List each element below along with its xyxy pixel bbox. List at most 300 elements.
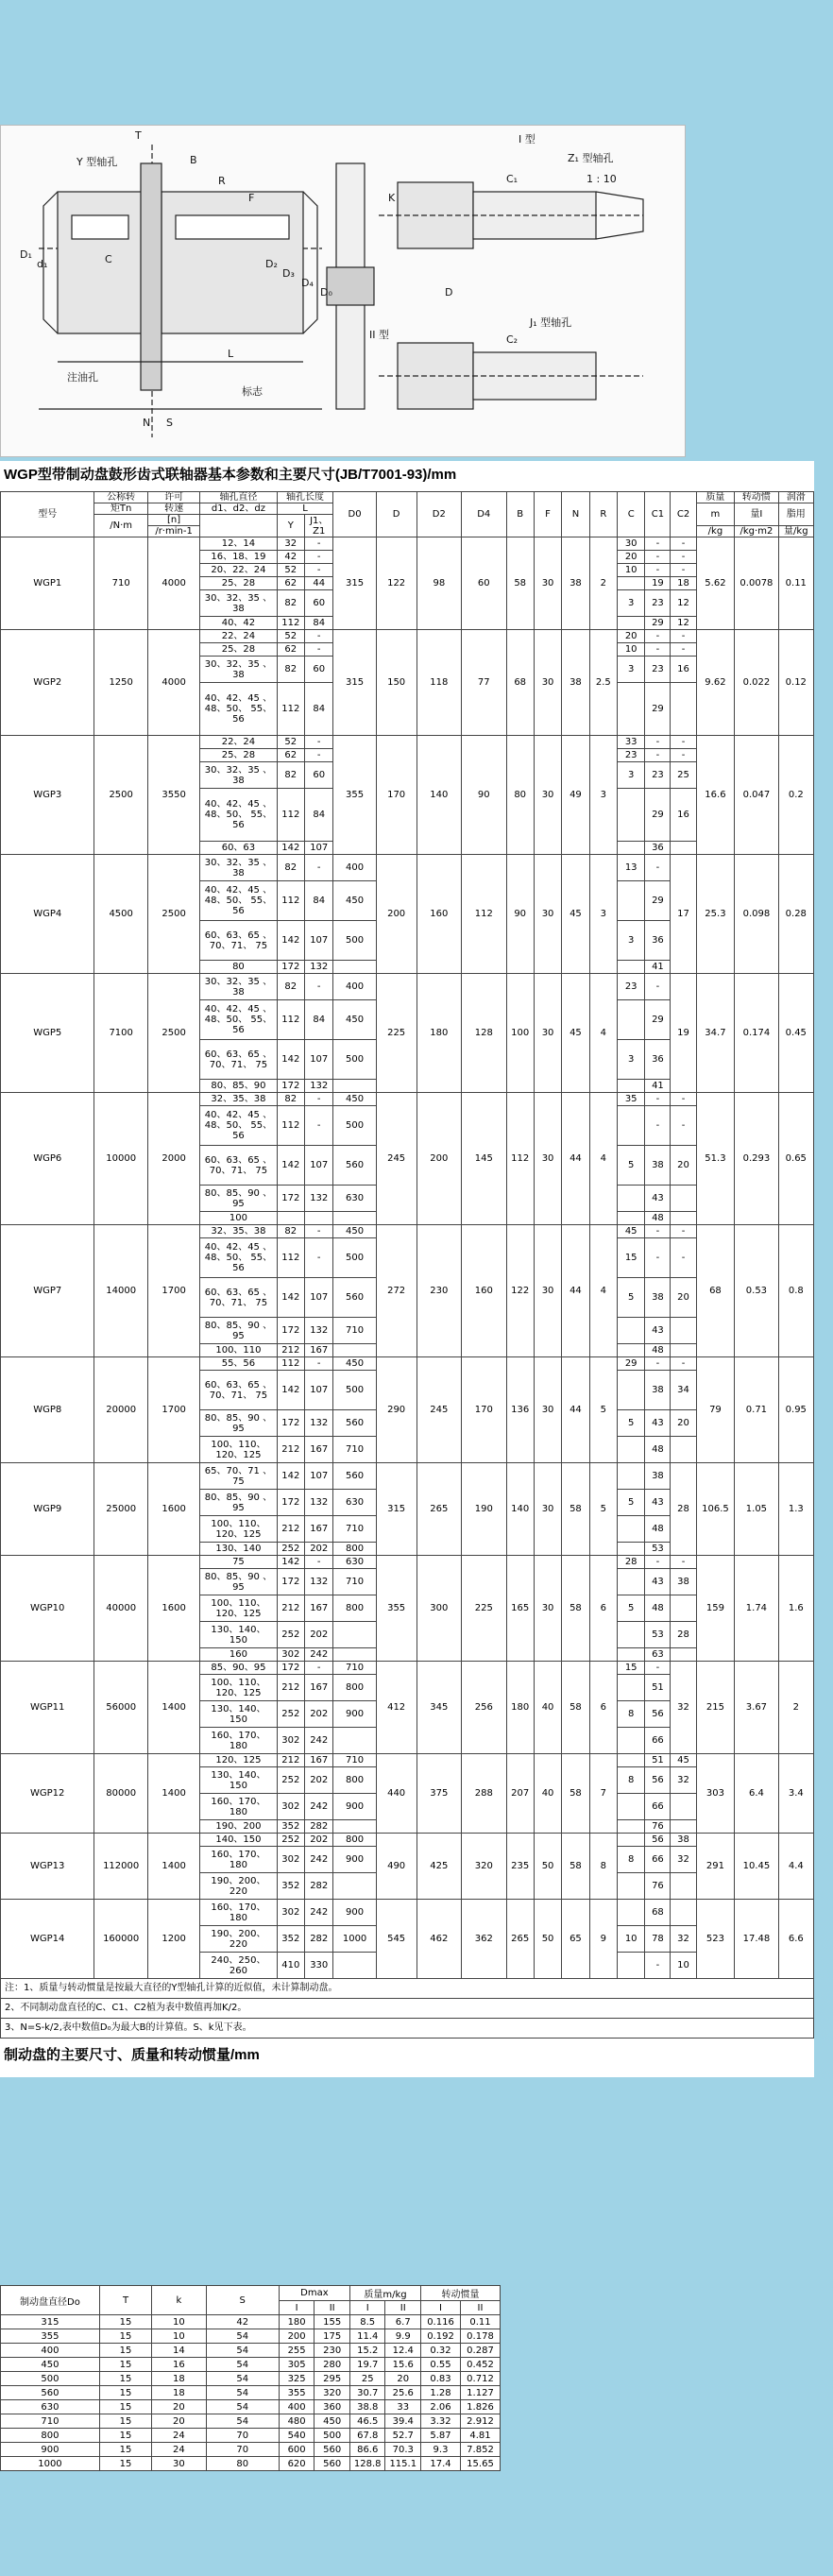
length-j-cell: 167 [304, 1344, 333, 1357]
hdr-mass-3: /kg [696, 526, 735, 537]
d2-cell: 160 [416, 855, 461, 974]
c2-cell: 20 [671, 1146, 696, 1186]
d0-cell: 315 [333, 537, 376, 630]
model-cell: WGP4 [1, 855, 94, 974]
b-cell: 207 [506, 1754, 534, 1834]
c-cell: 23 [618, 749, 645, 762]
table-row [1, 2400, 501, 2414]
hdr-bore-1: 轴孔直径 [200, 492, 277, 503]
mass-cell: 291 [696, 1834, 735, 1900]
d4-cell: 225 [462, 1556, 506, 1662]
length-j-cell: 282 [304, 1873, 333, 1900]
c-cell: 29 [618, 1357, 645, 1371]
brake-cell: 710 [1, 2414, 100, 2429]
length-y-cell: 172 [277, 1569, 304, 1595]
n-cell: 58 [562, 1754, 589, 1834]
d0-cell [333, 1622, 376, 1648]
c-cell: 35 [618, 1093, 645, 1106]
brake-cell: 620 [279, 2457, 314, 2471]
bore-cell: 32、35、38 [200, 1225, 277, 1238]
brake-cell: 180 [279, 2315, 314, 2329]
length-j-cell: 202 [304, 1701, 333, 1728]
c-cell: 33 [618, 736, 645, 749]
table-row [1, 2443, 501, 2457]
d0-cell [333, 1648, 376, 1662]
brake-cell: 18 [152, 2386, 206, 2400]
length-y-cell: 172 [277, 1490, 304, 1516]
brake-cell: 15 [99, 2386, 151, 2400]
c2-cell: 17 [671, 855, 696, 974]
brake-hdr-inertia: 转动惯量 [421, 2286, 501, 2301]
brake-cell: 0.192 [421, 2329, 461, 2344]
c-cell: 10 [618, 1926, 645, 1953]
brake-cell: 24 [152, 2429, 206, 2443]
hdr-speed-2: 转速 [147, 503, 199, 515]
f-cell: 30 [534, 974, 561, 1093]
c1-cell: - [645, 1238, 671, 1278]
grease-cell: 4.4 [778, 1834, 813, 1900]
c1-cell: 66 [645, 1794, 671, 1820]
length-y-cell: 62 [277, 749, 304, 762]
table-row [1, 1093, 814, 1106]
c-cell [618, 1463, 645, 1490]
brake-cell: 11.4 [349, 2329, 385, 2344]
brake-cell: 15 [99, 2443, 151, 2457]
c1-cell: 38 [645, 1371, 671, 1410]
d0-cell: 900 [333, 1900, 376, 1926]
brake-cell: 500 [1, 2372, 100, 2386]
speed-cell: 1400 [147, 1662, 199, 1754]
length-y-cell: 142 [277, 1371, 304, 1410]
brake-cell: 46.5 [349, 2414, 385, 2429]
brake-cell: 54 [206, 2358, 279, 2372]
length-y-cell: 252 [277, 1834, 304, 1847]
hdr-grease-1: 润滑 [778, 492, 813, 503]
d4-cell: 288 [462, 1754, 506, 1834]
length-y-cell: 352 [277, 1926, 304, 1953]
c1-cell: 41 [645, 1080, 671, 1093]
d-cell: 225 [376, 974, 416, 1093]
b-cell: 58 [506, 537, 534, 630]
bore-cell: 100、110、 120、125 [200, 1437, 277, 1463]
grease-cell: 1.6 [778, 1556, 813, 1662]
grease-cell: 3.4 [778, 1754, 813, 1834]
c1-cell: - [645, 643, 671, 657]
table-row [1, 1225, 814, 1238]
brake-cell: 1.826 [460, 2400, 500, 2414]
c1-cell: 29 [645, 1000, 671, 1040]
brake-cell: 800 [1, 2429, 100, 2443]
hdr-F: F [534, 492, 561, 537]
b-cell: 165 [506, 1556, 534, 1662]
brake-hdr-T: T [99, 2286, 151, 2315]
bore-cell: 30、32、35 、38 [200, 855, 277, 881]
bore-cell: 40、42、45 、48、50、 55、56 [200, 1106, 277, 1146]
hdr-R: R [589, 492, 617, 537]
n-cell: 38 [562, 537, 589, 630]
c2-cell: - [671, 749, 696, 762]
c2-cell: 20 [671, 1410, 696, 1437]
brake-cell: 54 [206, 2400, 279, 2414]
hdr-J1Z1: J1、Z1 [304, 515, 333, 537]
c2-cell: 16 [671, 657, 696, 683]
length-j-cell: - [304, 630, 333, 643]
spec-table [0, 491, 814, 1979]
brake-cell: 52.7 [385, 2429, 421, 2443]
hdr-grease-3: 量/kg [778, 526, 813, 537]
c1-cell: - [645, 537, 671, 551]
grease-cell: 2 [778, 1662, 813, 1754]
f-cell: 30 [534, 1225, 561, 1357]
brake-cell: 15.6 [385, 2358, 421, 2372]
inertia-cell: 6.4 [735, 1754, 778, 1834]
brake-cell: 67.8 [349, 2429, 385, 2443]
r-cell: 6 [589, 1556, 617, 1662]
d0-cell: 710 [333, 1437, 376, 1463]
length-j-cell: 167 [304, 1516, 333, 1543]
bore-cell: 40、42、45 、48、50、 55、56 [200, 1238, 277, 1278]
brake-cell: 0.32 [421, 2344, 461, 2358]
speed-cell: 2500 [147, 855, 199, 974]
d2-cell: 265 [416, 1463, 461, 1556]
d0-cell: 500 [333, 1238, 376, 1278]
model-cell: WGP5 [1, 974, 94, 1093]
c1-cell: 38 [645, 1463, 671, 1490]
bore-cell: 100、110、 120、125 [200, 1675, 277, 1701]
d0-cell: 500 [333, 1371, 376, 1410]
brake-cell: 8.5 [349, 2315, 385, 2329]
f-cell: 50 [534, 1834, 561, 1900]
b-cell: 112 [506, 1093, 534, 1225]
brake-cell: 19.7 [349, 2358, 385, 2372]
brake-cell: 175 [314, 2329, 350, 2344]
dim-d1: d₁ [37, 258, 48, 270]
dim-S: S [166, 417, 173, 429]
length-y-cell: 302 [277, 1900, 304, 1926]
d0-cell: 900 [333, 1794, 376, 1820]
c-cell [618, 1754, 645, 1767]
brake-cell: 20 [152, 2400, 206, 2414]
d-cell: 245 [376, 1093, 416, 1225]
length-y-cell: 112 [277, 881, 304, 921]
table-row [1, 1754, 814, 1767]
d0-cell: 710 [333, 1569, 376, 1595]
torque-cell: 10000 [94, 1093, 147, 1225]
length-j-cell: 132 [304, 1186, 333, 1212]
length-j-cell: 107 [304, 1146, 333, 1186]
brake-cell: 450 [1, 2358, 100, 2372]
b-cell: 68 [506, 630, 534, 736]
brake-cell: 15 [99, 2372, 151, 2386]
c-cell [618, 1622, 645, 1648]
d-cell: 170 [376, 736, 416, 855]
hdr-length: 轴孔长度 [277, 492, 333, 503]
r-cell: 2 [589, 537, 617, 630]
b-cell: 180 [506, 1662, 534, 1754]
length-j-cell: 84 [304, 683, 333, 736]
torque-cell: 710 [94, 537, 147, 630]
brake-cell: 10 [152, 2315, 206, 2329]
bore-cell: 85、90、95 [200, 1662, 277, 1675]
d2-cell: 180 [416, 974, 461, 1093]
d0-cell: 900 [333, 1847, 376, 1873]
length-j-cell: 242 [304, 1847, 333, 1873]
length-y-cell: 142 [277, 1463, 304, 1490]
c-cell [618, 1437, 645, 1463]
hdr-N: N [562, 492, 589, 537]
r-cell: 3 [589, 736, 617, 855]
c1-cell: - [645, 1662, 671, 1675]
grease-cell: 0.95 [778, 1357, 813, 1463]
c2-cell: - [671, 1556, 696, 1569]
inertia-cell: 1.05 [735, 1463, 778, 1556]
length-y-cell: 352 [277, 1873, 304, 1900]
n-cell: 44 [562, 1225, 589, 1357]
c2-cell: 32 [671, 1767, 696, 1794]
d4-cell: 320 [462, 1834, 506, 1900]
brake-cell: 15 [99, 2429, 151, 2443]
c2-cell: 28 [671, 1463, 696, 1556]
dim-C2: C₂ [506, 333, 518, 346]
brake-cell: 70 [206, 2443, 279, 2457]
c-cell: 3 [618, 1040, 645, 1080]
length-y-cell: 302 [277, 1847, 304, 1873]
c1-cell: 29 [645, 881, 671, 921]
length-j-cell: - [304, 1357, 333, 1371]
brake-cell: 18 [152, 2372, 206, 2386]
c1-cell: 48 [645, 1516, 671, 1543]
length-j-cell: - [304, 1556, 333, 1569]
hdr-B: B [506, 492, 534, 537]
bore-cell: 30、32、35 、38 [200, 974, 277, 1000]
f-cell: 30 [534, 736, 561, 855]
length-j-cell: 132 [304, 1410, 333, 1437]
c-cell [618, 1834, 645, 1847]
bore-cell: 80、85、90 、95 [200, 1490, 277, 1516]
bore-cell: 130、140、 150 [200, 1767, 277, 1794]
hdr-bore-2: d1、d2、dz [200, 503, 277, 515]
brake-cell: 315 [1, 2315, 100, 2329]
bore-cell: 80、85、90 、95 [200, 1569, 277, 1595]
f-cell: 30 [534, 1463, 561, 1556]
length-j-cell: 242 [304, 1648, 333, 1662]
c2-cell [671, 1318, 696, 1344]
length-j-cell: 242 [304, 1728, 333, 1754]
length-y-cell: 252 [277, 1767, 304, 1794]
length-y-cell: 142 [277, 1556, 304, 1569]
hdr-length-L: L [277, 503, 333, 515]
c1-cell: 68 [645, 1900, 671, 1926]
brake-cell: 1.127 [460, 2386, 500, 2400]
brake-cell: 14 [152, 2344, 206, 2358]
d0-cell: 450 [333, 1000, 376, 1040]
length-y-cell: 172 [277, 1186, 304, 1212]
brake-cell: 30.7 [349, 2386, 385, 2400]
brake-cell: 15.2 [349, 2344, 385, 2358]
length-j-cell: 330 [304, 1953, 333, 1979]
brake-hdr-k: k [152, 2286, 206, 2315]
c-cell: 15 [618, 1238, 645, 1278]
d0-cell: 355 [333, 736, 376, 855]
table-row [1, 1834, 814, 1847]
length-j-cell: 107 [304, 1463, 333, 1490]
d-cell: 490 [376, 1834, 416, 1900]
c-cell [618, 1794, 645, 1820]
speed-cell: 2500 [147, 974, 199, 1093]
c1-cell: 29 [645, 789, 671, 842]
length-y-cell: 252 [277, 1543, 304, 1556]
f-cell: 40 [534, 1754, 561, 1834]
d0-cell: 800 [333, 1834, 376, 1847]
bore-cell: 60、63、65 、70、71、 75 [200, 1040, 277, 1080]
d2-cell: 230 [416, 1225, 461, 1357]
inertia-cell: 0.098 [735, 855, 778, 974]
length-y-cell: 302 [277, 1794, 304, 1820]
length-j-cell: 167 [304, 1595, 333, 1622]
b-cell: 100 [506, 974, 534, 1093]
bore-cell: 60、63、65 、70、71、 75 [200, 1278, 277, 1318]
b-cell: 136 [506, 1357, 534, 1463]
length-y-cell: 42 [277, 551, 304, 564]
d2-cell: 118 [416, 630, 461, 736]
length-y-cell: 172 [277, 1080, 304, 1093]
model-cell: WGP3 [1, 736, 94, 855]
torque-cell: 7100 [94, 974, 147, 1093]
c2-cell: 12 [671, 617, 696, 630]
d0-cell: 500 [333, 1040, 376, 1080]
inertia-cell: 3.67 [735, 1662, 778, 1754]
brake-cell: 0.452 [460, 2358, 500, 2372]
dim-D3: D₃ [282, 267, 295, 280]
d0-cell: 710 [333, 1516, 376, 1543]
coupling-drawing [0, 125, 686, 457]
brake-cell: 230 [314, 2344, 350, 2358]
length-j-cell: 132 [304, 1318, 333, 1344]
d-cell: 355 [376, 1556, 416, 1662]
bore-cell: 55、56 [200, 1357, 277, 1371]
brake-cell: 42 [206, 2315, 279, 2329]
model-cell: WGP12 [1, 1754, 94, 1834]
hdr-mass-1: 质量 [696, 492, 735, 503]
bore-cell: 240、250、 260 [200, 1953, 277, 1979]
length-y-cell: 142 [277, 842, 304, 855]
d0-cell: 630 [333, 1186, 376, 1212]
length-j-cell: 132 [304, 1490, 333, 1516]
model-cell: WGP2 [1, 630, 94, 736]
length-j-cell: 107 [304, 1040, 333, 1080]
c-cell [618, 1000, 645, 1040]
brake-cell: 400 [279, 2400, 314, 2414]
speed-cell: 1700 [147, 1225, 199, 1357]
d0-cell [333, 1344, 376, 1357]
table-row [1, 1662, 814, 1675]
c2-cell: 19 [671, 974, 696, 1093]
bore-cell: 40、42、45 、48、50、 55、56 [200, 881, 277, 921]
b-cell: 140 [506, 1463, 534, 1556]
c1-cell: 56 [645, 1834, 671, 1847]
length-j-cell: 242 [304, 1794, 333, 1820]
z1-hole-label: Z₁ 型轴孔 [568, 152, 614, 164]
inertia-cell: 0.022 [735, 630, 778, 736]
brake-cell: 360 [314, 2400, 350, 2414]
brake-cell: 39.4 [385, 2414, 421, 2429]
brake-cell: 4.81 [460, 2429, 500, 2443]
d0-cell [333, 1212, 376, 1225]
c1-cell: - [645, 974, 671, 1000]
length-j-cell: - [304, 551, 333, 564]
c-cell: 10 [618, 643, 645, 657]
note-3: 3、N=S-k/2,表中数值D₀为最大B的计算值。S、k见下表。 [1, 2019, 813, 2039]
length-j-cell: 202 [304, 1767, 333, 1794]
brake-cell: 630 [1, 2400, 100, 2414]
bore-cell: 60、63 [200, 842, 277, 855]
c-cell: 15 [618, 1662, 645, 1675]
c1-cell: 76 [645, 1820, 671, 1834]
c2-cell: 32 [671, 1926, 696, 1953]
d0-cell [333, 1820, 376, 1834]
bore-cell: 40、42 [200, 617, 277, 630]
torque-cell: 1250 [94, 630, 147, 736]
dim-L: L [228, 348, 234, 360]
j1-hole-label: J₁ 型轴孔 [530, 316, 572, 329]
c-cell: 5 [618, 1146, 645, 1186]
d0-cell: 800 [333, 1595, 376, 1622]
dim-D: D [445, 286, 453, 299]
length-j-cell: 202 [304, 1834, 333, 1847]
c-cell: 8 [618, 1847, 645, 1873]
length-j-cell: - [304, 1106, 333, 1146]
n-cell: 49 [562, 736, 589, 855]
brake-cell: 325 [279, 2372, 314, 2386]
bore-cell: 160、170、 180 [200, 1794, 277, 1820]
brake-hdr-mass: 质量m/kg [349, 2286, 420, 2301]
speed-cell: 4000 [147, 537, 199, 630]
c1-cell: 48 [645, 1344, 671, 1357]
bore-cell: 32、35、38 [200, 1093, 277, 1106]
n-cell: 38 [562, 630, 589, 736]
hdr-C: C [618, 492, 645, 537]
bore-cell: 100、110、 120、125 [200, 1516, 277, 1543]
length-j-cell: 132 [304, 961, 333, 974]
bore-cell: 160、170、 180 [200, 1900, 277, 1926]
length-y-cell: 112 [277, 789, 304, 842]
mass-cell: 106.5 [696, 1463, 735, 1556]
c1-cell: - [645, 855, 671, 881]
length-j-cell: 84 [304, 881, 333, 921]
length-y-cell: 352 [277, 1820, 304, 1834]
length-j-cell: - [304, 564, 333, 577]
torque-cell: 112000 [94, 1834, 147, 1900]
c1-cell: 66 [645, 1847, 671, 1873]
mark-label: 标志 [242, 385, 263, 398]
d4-cell: 112 [462, 855, 506, 974]
spec-sheet [0, 461, 814, 2077]
c2-cell: 25 [671, 762, 696, 789]
c1-cell: 43 [645, 1318, 671, 1344]
c2-cell: - [671, 564, 696, 577]
mass-cell: 51.3 [696, 1093, 735, 1225]
c2-cell: 28 [671, 1622, 696, 1648]
c2-cell: - [671, 643, 696, 657]
n-cell: 58 [562, 1834, 589, 1900]
grease-cell: 0.8 [778, 1225, 813, 1357]
brake-cell: 6.7 [385, 2315, 421, 2329]
d2-cell: 140 [416, 736, 461, 855]
c-cell: 5 [618, 1490, 645, 1516]
brake-cell: 0.178 [460, 2329, 500, 2344]
d0-cell: 710 [333, 1754, 376, 1767]
brake-cell: 0.55 [421, 2358, 461, 2372]
